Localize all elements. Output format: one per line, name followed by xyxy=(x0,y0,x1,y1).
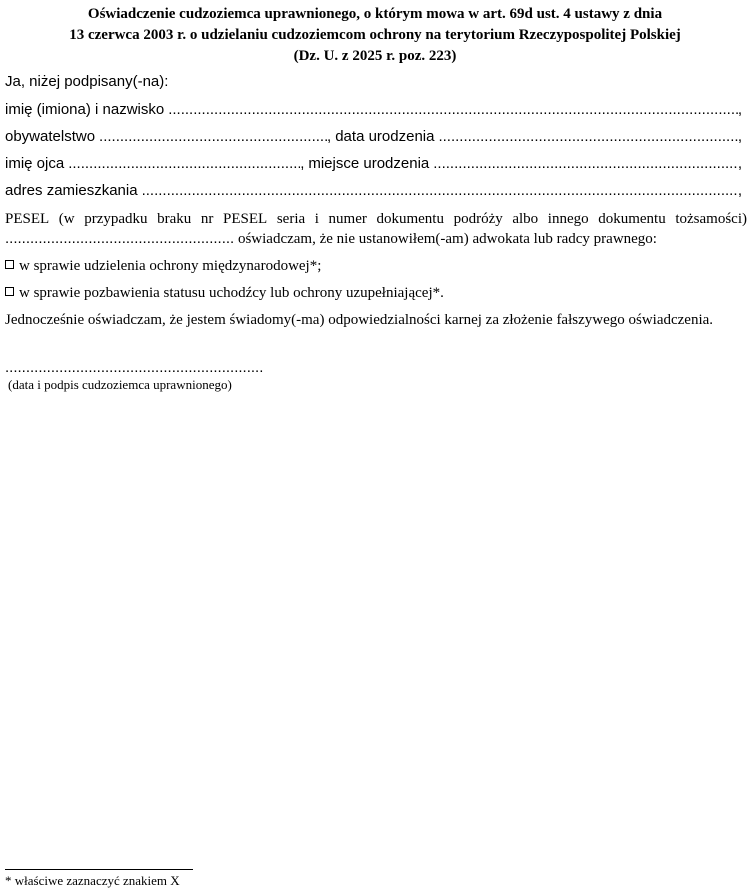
option-refugee-status[interactable] xyxy=(5,283,444,303)
pesel-label-word: numer xyxy=(328,211,367,227)
pesel-label-word: i xyxy=(314,211,319,227)
birth-place-label: miejsce urodzenia xyxy=(308,155,430,172)
pesel-label-word: dokumentu xyxy=(598,211,666,227)
declaration-text: oświadczam, że nie ustanowiłem(-am) adwokata lub radcy prawnego: xyxy=(237,231,657,247)
citizenship-field[interactable] xyxy=(99,127,327,147)
pesel-label xyxy=(5,209,747,229)
pesel-label-word: nr xyxy=(200,211,214,227)
pesel-label-word: albo xyxy=(512,211,539,227)
name-field-comma: , xyxy=(737,101,742,118)
liability-statement: Jednocześnie oświadczam, że jestem świadomy(-ma) odpowiedzialności karnej za złożenie fałszywego oświadczenia. xyxy=(5,312,714,328)
checkbox-icon[interactable] xyxy=(5,287,14,296)
option-2-label: w sprawie pozbawienia statusu uchodźcy lub ochrony uzupełniającej*. xyxy=(19,285,444,301)
father-row xyxy=(5,154,742,174)
pesel-declaration-row xyxy=(5,229,657,249)
birth-place-comma: , xyxy=(737,155,742,172)
intro-text: Ja, niżej podpisany(-na): xyxy=(5,73,169,90)
footnote-text: * właściwe zaznaczyć znakiem X xyxy=(5,873,180,888)
birth-date-label: data urodzenia xyxy=(335,128,435,145)
birth-date-field[interactable] xyxy=(438,127,737,147)
pesel-label-word: podróży xyxy=(453,211,503,227)
name-field-row xyxy=(5,100,742,120)
pesel-label-word: innego xyxy=(547,211,589,227)
pesel-label-word: braku xyxy=(157,211,192,227)
option-1-label: w sprawie udzielenia ochrony międzynarodowej*; xyxy=(19,258,322,274)
signature-caption: (data i podpis cudzoziemca uprawnionego) xyxy=(8,377,232,392)
father-name-comma: , xyxy=(300,155,305,172)
address-comma: , xyxy=(737,182,742,199)
name-field-label: imię (imiona) i nazwisko xyxy=(5,101,165,118)
title-line-1: Oświadczenie cudzoziemca uprawnionego, o którym mowa w art. 69d ust. 4 ustawy z dnia xyxy=(87,6,663,22)
father-name-field[interactable] xyxy=(68,154,300,174)
address-row xyxy=(5,181,742,201)
title-line-2: 13 czerwca 2003 r. o udzielaniu cudzoziemcom ochrony na terytorium Rzeczypospolitej Polskiej xyxy=(69,27,681,43)
option-international-protection[interactable] xyxy=(5,256,321,276)
birth-place-field[interactable] xyxy=(433,154,738,174)
document-title xyxy=(0,4,750,67)
pesel-label-word: dokumentu xyxy=(376,211,444,227)
pesel-label-word: przypadku xyxy=(84,211,148,227)
pesel-label-word: PESEL xyxy=(5,211,50,227)
birth-date-comma: , xyxy=(737,128,742,145)
footnote-divider xyxy=(5,869,193,870)
father-name-label: imię ojca xyxy=(5,155,65,172)
citizenship-label: obywatelstwo xyxy=(5,128,96,145)
pesel-field[interactable]: ....................................................... xyxy=(5,230,235,247)
pesel-label-word: seria xyxy=(276,211,306,227)
address-field[interactable] xyxy=(142,181,738,201)
citizenship-row xyxy=(5,127,742,147)
pesel-label-word: (w xyxy=(58,211,75,227)
address-label: adres zamieszkania xyxy=(5,182,138,199)
checkbox-icon[interactable] xyxy=(5,260,14,269)
citizenship-comma: , xyxy=(327,128,332,145)
pesel-label-word: PESEL xyxy=(223,211,268,227)
pesel-label-word: tożsamości) xyxy=(675,211,747,227)
name-field[interactable] xyxy=(168,100,738,120)
title-line-3: (Dz. U. z 2025 r. poz. 223) xyxy=(293,48,457,64)
signature-field[interactable]: .............................................................. xyxy=(5,359,264,376)
